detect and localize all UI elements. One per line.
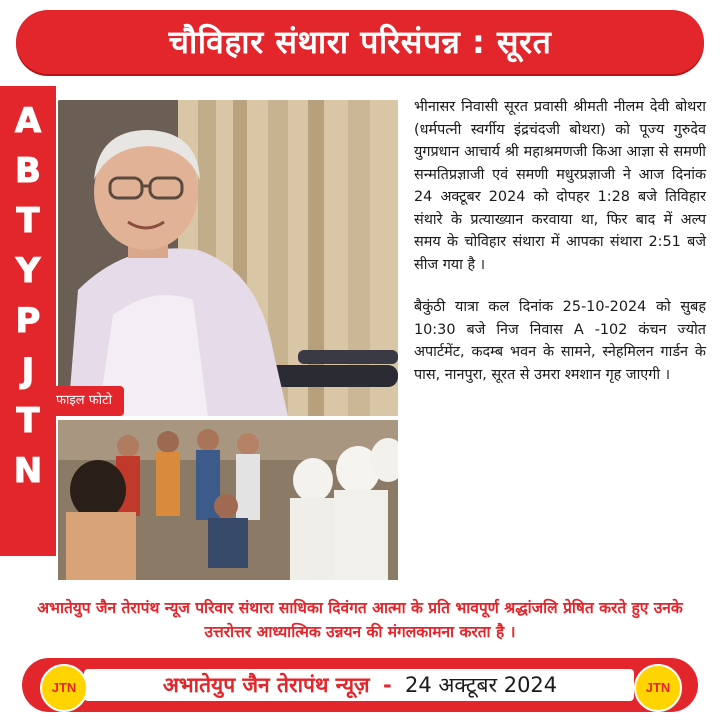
side-letter: N — [13, 451, 43, 491]
footer-date: 24 अक्टूबर 2024 — [404, 673, 558, 697]
side-letter: P — [15, 301, 41, 341]
news-body — [414, 96, 706, 406]
jtn-logo-right — [634, 664, 682, 712]
side-letter: Y — [15, 251, 41, 291]
side-letter: B — [15, 151, 41, 191]
jtn-logo-left-text: JTN — [51, 680, 77, 695]
side-letter: T — [16, 401, 40, 441]
side-letter: T — [16, 201, 40, 241]
file-photo-badge: फाइल फोटो — [44, 386, 124, 416]
jtn-logo-right-text: JTN — [645, 680, 671, 695]
footer-text — [80, 658, 640, 712]
portrait-illustration — [58, 100, 398, 416]
side-letter: A — [14, 101, 42, 141]
footer-brand: अभातेयुप जैन तेरापंथ न्यूज़ — [162, 673, 370, 697]
side-letters — [0, 96, 56, 496]
group-illustration — [58, 420, 398, 580]
header-banner — [16, 10, 704, 74]
group-photo — [58, 420, 398, 580]
portrait-photo — [58, 100, 398, 416]
news-paragraph-2: बैकुंठी यात्रा कल दिनांक 25-10-2024 को सुबह 10:30 बजे निज निवास A -102 कंचन ज्योत अपार्टमेंट, कदम्ब भवन के सामने, स्नेहमिलन गार्डन के पास, नानपुरा, सूरत से उमरा श्मशान गृह जाएगी । — [414, 299, 706, 383]
page-title: चौविहार संथारा परिसंपन्न : सूरत — [168, 23, 552, 61]
footer-separator: - — [382, 673, 392, 697]
tribute-text: अभातेयुप जैन तेरापंथ न्यूज परिवार संथारा साधिका दिवंगत आत्मा के प्रति भावपूर्ण श्रद्धांजलि प्रेषित करते हुए उनके उत्तरोत्तर आध्यात्मिक उन्नयन की मंगलकामना करता है । — [37, 599, 683, 641]
news-paragraph-1: भीनासर निवासी सूरत प्रवासी श्रीमती नीलम देवी बोथरा (धर्मपत्नी स्वर्गीय इंद्रचंदजी बोथरा) को पूज्य गुरुदेव युगप्रधान आचार्य श्री महाश्रमणजी किआ आज्ञा से समणी सन्मतिप्रज्ञाजी एवं समणी मधुरप्रज्ञाजी ने आज दिनांक 24 अक्टूबर 2024 को दोपहर 1:28 बजे तिविहार संथारे के प्रत्याख्यान करवाया था, फिर बाद में अल्प समय के चोविहार संथारा में आपका संथारा 2:51 बजे सीज गया है । — [414, 99, 706, 273]
side-letter: J — [21, 351, 35, 391]
